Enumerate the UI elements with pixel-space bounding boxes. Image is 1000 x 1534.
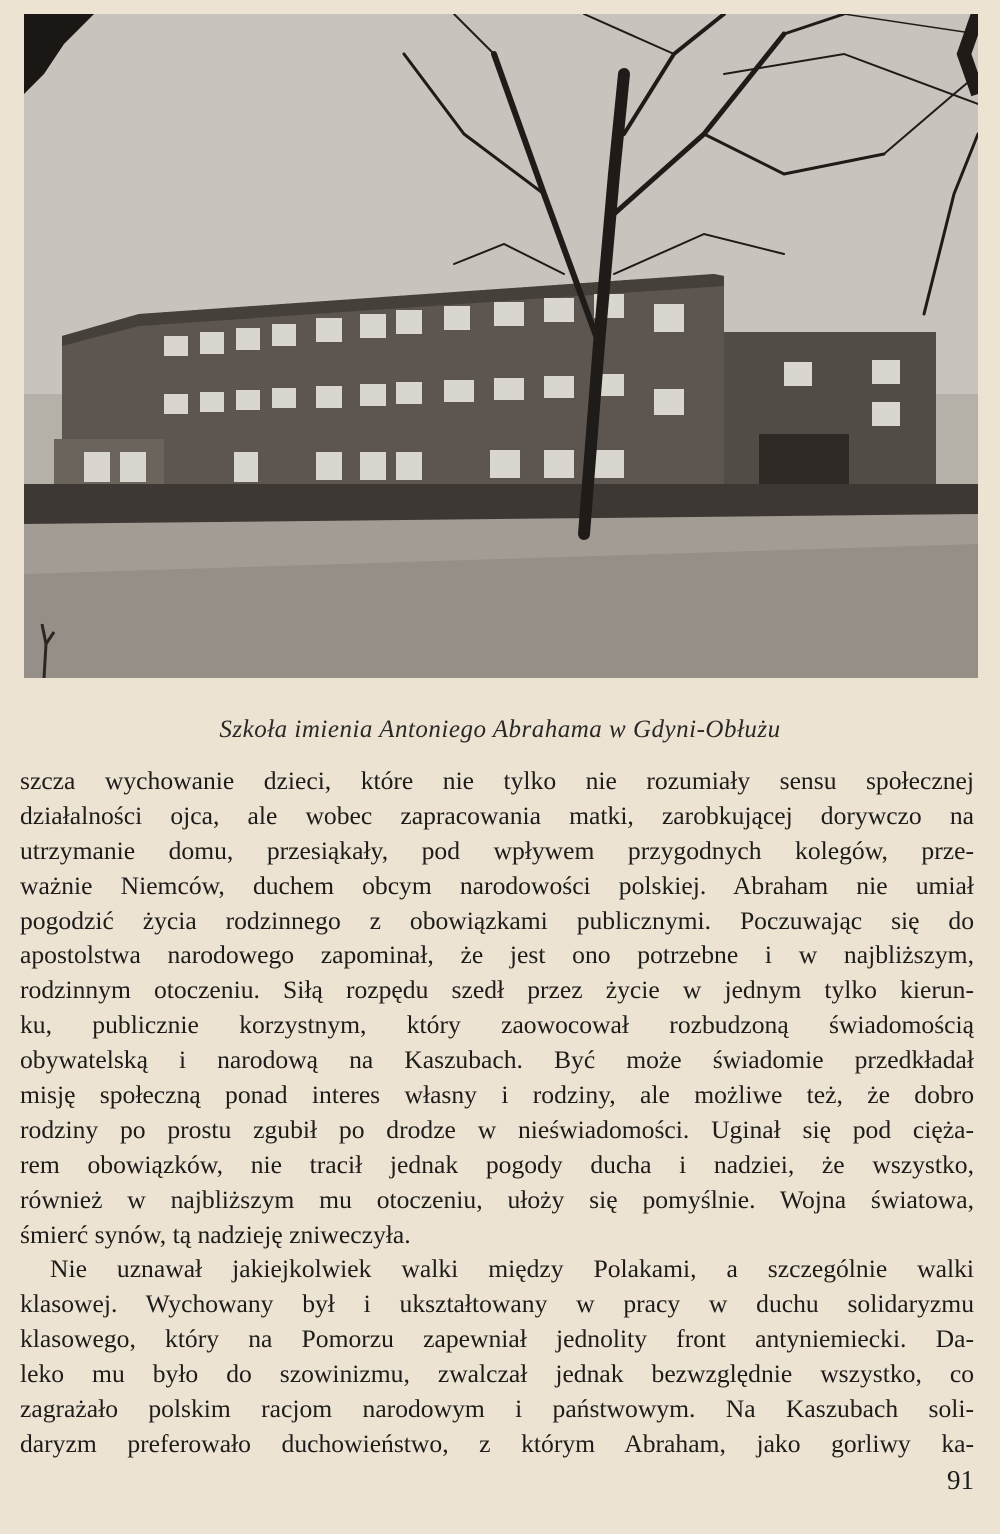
text-line: szcza wychowanie dzieci, które nie tylko nie rozumiały sensu społecznej [20, 766, 974, 795]
school-building-illustration [24, 14, 978, 678]
photo-caption: Szkoła imienia Antoniego Abrahama w Gdyni-Obłużu [219, 716, 781, 743]
text-line: utrzymanie domu, przesiąkały, pod wpływem przygodnych kolegów, prze- [20, 835, 974, 865]
text-line: obywatelską i narodową na Kaszubach. Być może świadomie przedkładał [20, 1045, 974, 1075]
text-line: leko mu było do szowinizmu, zwalczał jednak bezwzględnie wszystko, co [20, 1359, 974, 1389]
text-line: rem obowiązków, nie tracił jednak pogody ducha i nadziei, że wszystko, [20, 1149, 974, 1179]
text-line: rodzinnym otoczeniu. Siłą rozpędu szedł przez życie w jednym tylko kierun- [20, 975, 974, 1005]
paragraph-1 [20, 764, 974, 1252]
text-line: zagrażało polskim racjom narodowym i państwowym. Na Kaszubach soli- [20, 1394, 974, 1424]
text-line: daryzm preferowało duchowieństwo, z którym Abraham, jako gorliwy ka- [20, 1428, 974, 1458]
text-line: klasowego, który na Pomorzu zapewniał jednolity front antyniemiecki. Da- [20, 1324, 974, 1354]
text-line: pogodzić życia rodzinnego z obowiązkami publicznymi. Poczuwając się do [20, 905, 974, 935]
body-text [20, 764, 974, 1462]
paragraph-2 [20, 1252, 974, 1461]
text-line: również w najbliższym mu otoczeniu, ułoży się pomyślnie. Wojna światowa, [20, 1184, 974, 1214]
text-line: rodziny po prostu zgubił po drodze w nieświadomości. Uginał się pod cięża- [20, 1114, 974, 1144]
text-line: misję społeczną ponad interes własny i rodziny, ale możliwe też, że dobro [20, 1080, 974, 1110]
text-line: klasowej. Wychowany był i ukształtowany w pracy w duchu solidaryzmu [20, 1289, 974, 1319]
text-line: działalności ojca, ale wobec zapracowania matki, zarobkującej dorywczo na [20, 800, 974, 830]
text-line: śmierć synów, tą nadzieję zniweczyła. [20, 1219, 411, 1249]
page-number: 91 [947, 1465, 974, 1495]
school-building-photo [24, 14, 978, 678]
text-line: ku, publicznie korzystnym, który zaowocował rozbudzoną świadomością [20, 1010, 974, 1040]
text-line: Nie uznawał jakiejkolwiek walki między Polakami, a szczególnie walki [50, 1254, 974, 1284]
text-line: ważnie Niemców, duchem obcym narodowości polskiej. Abraham nie umiał [20, 870, 974, 900]
text-line: apostolstwa narodowego zapominał, że jest ono potrzebne i w najbliższym, [20, 940, 974, 970]
